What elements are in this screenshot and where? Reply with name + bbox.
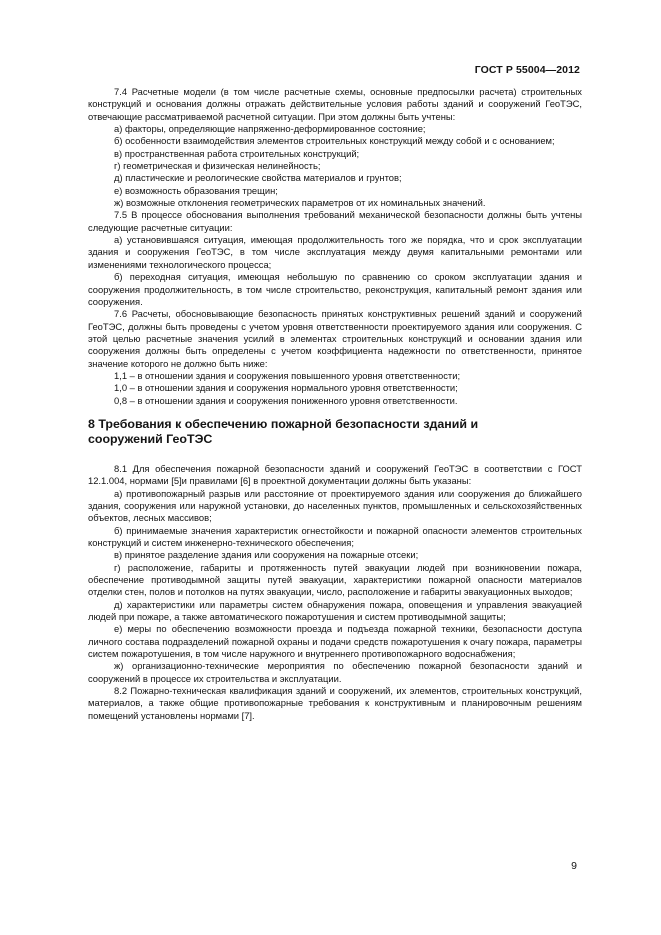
list-item: б) особенности взаимодействия элементов строительных конструкций между собой и с основанием;: [114, 135, 555, 147]
list-item: г) геометрическая и физическая нелинейность;: [114, 160, 321, 172]
list-item: 1,0 – в отношении здания и сооружения нормального уровня ответственности;: [114, 382, 458, 394]
list-item: д) пластические и реологические свойства материалов и грунтов;: [114, 172, 402, 184]
list-item: д) характеристики или параметры систем обнаружения пожара, оповещения и управления эвакуацией людей при пожаре, а также автоматического пожаротушения и систем противодымной защиты;: [88, 598, 582, 623]
paragraph: 7.6 Расчеты, обосновывающие безопасность принятых конструктивных решений зданий и сооружений ГеоТЭС, должны быть проведены с учетом уровня ответственности проектируемого здания или сооружения. С этой целью расчетные значения усилий в элементах строительных конструкций и основании здания или сооружения должны быть определены с учетом коэффициента надежности по ответственности, принятое значение которого не должно быть ниже:: [88, 308, 582, 369]
paragraph: 8.1 Для обеспечения пожарной безопасности зданий и сооружений ГеоТЭС в соответствии с ГОСТ 12.1.004, нормами [5]и правилами [6] в проектной документации должны быть указаны:: [88, 462, 582, 487]
section-8: [88, 463, 582, 722]
section-7: [88, 86, 582, 407]
list-item: а) установившаяся ситуация, имеющая продолжительность того же порядка, что и срок эксплуатации здания и сооружения ГеоТЭС, в том числе эксплуатация между двумя капитальными ремонтами или изменениями технологического процесса;: [88, 234, 582, 270]
page-content: [88, 86, 582, 722]
section-heading: 8 Требования к обеспечению пожарной безопасности зданий и сооружений ГеоТЭС: [88, 416, 479, 446]
list-item: в) принятое разделение здания или сооружения на пожарные отсеки;: [114, 549, 419, 561]
paragraph: 7.5 В процессе обоснования выполнения требований механической безопасности должны быть учтены следующие расчетные ситуации:: [88, 209, 582, 233]
list-item: в) пространственная работа строительных конструкций;: [114, 147, 360, 159]
paragraph: 8.2 Пожарно-техническая квалификация зданий и сооружений, их элементов, строительных конструкций, материалов, а также общие противопожарные требования к конструктивным и планировочным решениям помещений установлены нормами [7].: [88, 685, 582, 721]
list-item: 0,8 – в отношении здания и сооружения пониженного уровня ответственности.: [114, 394, 458, 406]
list-item: б) принимаемые значения характеристик огнестойкости и пожарной опасности элементов строительных конструкций и систем инженерно-технического обеспечения;: [88, 524, 582, 548]
list-item: ж) организационно-технические мероприятия по обеспечению пожарной безопасности зданий и сооружений в процессе их строительства и эксплуатации.: [88, 660, 582, 684]
list-item: 1,1 – в отношении здания и сооружения повышенного уровня ответственности;: [114, 369, 461, 381]
list-item: а) факторы, определяющие напряженно-деформированное состояние;: [114, 123, 426, 135]
list-item: б) переходная ситуация, имеющая небольшую по сравнению со сроком эксплуатации здания и сооружения продолжительность, в том числе строительство, реконструкция, капитальный ремонт здания или сооружения.: [88, 271, 582, 307]
list-item: ж) возможные отклонения геометрических параметров от их номинальных значений.: [114, 197, 486, 209]
list-item: г) расположение, габариты и протяженность путей эвакуации людей при возникновении пожара, обеспечение противодымной защиты путей эвакуации, характеристики пожарной опасности материалов отделки стен, полов и потолков на путях эвакуации, число, расположение и габариты эвакуационных выходов;: [88, 561, 582, 598]
list-item: е) меры по обеспечению возможности проезда и подъезда пожарной техники, безопасности доступа личного состава подразделений пожарной охраны и подачи средств пожаротушения к очагу пожара, параметры систем пожаротушения, в том числе наружного и внутреннего противопожарного водоснабжения;: [88, 623, 582, 660]
paragraph: 7.4 Расчетные модели (в том числе расчетные схемы, основные предпосылки расчета) строительных конструкций и основания должны отражать действительные условия работы зданий и сооружений ГеоТЭС, отвечающие рассматриваемой расчетной ситуации. При этом должны быть учтены:: [88, 86, 582, 122]
list-item: а) противопожарный разрыв или расстояние от проектируемого здания или сооружения до ближайшего здания, сооружения или наружной установки, до населенных пунктов, промышленных и сельскохозяйственных объектов, лесных массивов;: [88, 487, 582, 524]
document-code: ГОСТ Р 55004—2012: [474, 64, 580, 76]
list-item: е) возможность образования трещин;: [114, 184, 278, 196]
page-number: 9: [571, 860, 577, 872]
